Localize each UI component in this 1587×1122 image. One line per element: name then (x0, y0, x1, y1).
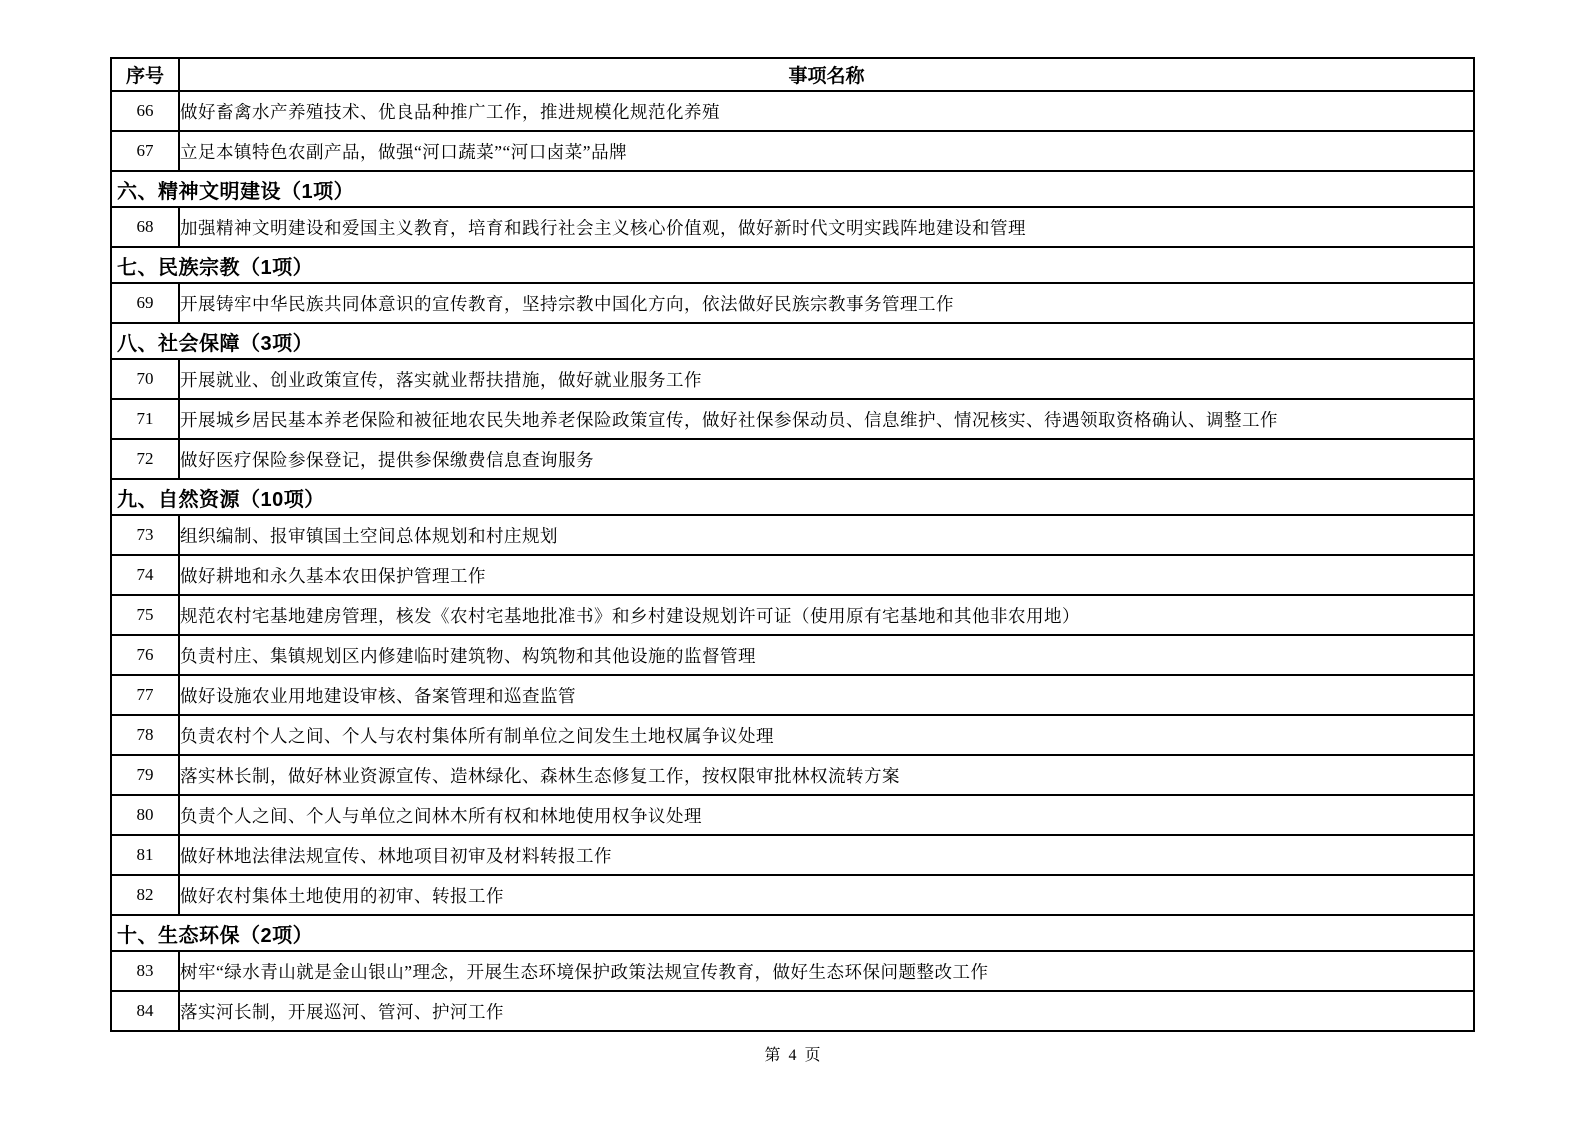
row-item-name: 负责个人之间、个人与单位之间林木所有权和林地使用权争议处理 (179, 795, 1474, 835)
row-serial-number: 84 (111, 991, 179, 1031)
row-item-name: 做好医疗保险参保登记，提供参保缴费信息查询服务 (179, 439, 1474, 479)
table-row (111, 991, 1474, 1031)
row-serial-number: 68 (111, 207, 179, 247)
row-serial-number: 70 (111, 359, 179, 399)
section-title: 七、民族宗教（1项） (111, 247, 1474, 283)
row-item-name: 负责农村个人之间、个人与农村集体所有制单位之间发生土地权属争议处理 (179, 715, 1474, 755)
table-row (111, 875, 1474, 915)
section-title: 八、社会保障（3项） (111, 323, 1474, 359)
table-row (111, 795, 1474, 835)
row-serial-number: 77 (111, 675, 179, 715)
row-item-name: 负责村庄、集镇规划区内修建临时建筑物、构筑物和其他设施的监督管理 (179, 635, 1474, 675)
section-row (111, 479, 1474, 515)
row-serial-number: 79 (111, 755, 179, 795)
row-serial-number: 74 (111, 555, 179, 595)
table-row (111, 399, 1474, 439)
section-row (111, 171, 1474, 207)
section-row (111, 323, 1474, 359)
row-item-name: 做好畜禽水产养殖技术、优良品种推广工作，推进规模化规范化养殖 (179, 91, 1474, 131)
row-serial-number: 66 (111, 91, 179, 131)
table-row (111, 439, 1474, 479)
table-row (111, 755, 1474, 795)
table-row (111, 635, 1474, 675)
section-row (111, 247, 1474, 283)
row-item-name: 开展铸牢中华民族共同体意识的宣传教育，坚持宗教中国化方向，依法做好民族宗教事务管理工作 (179, 283, 1474, 323)
row-serial-number: 75 (111, 595, 179, 635)
row-serial-number: 69 (111, 283, 179, 323)
table-row (111, 131, 1474, 171)
row-item-name: 做好耕地和永久基本农田保护管理工作 (179, 555, 1474, 595)
row-item-name: 落实河长制，开展巡河、管河、护河工作 (179, 991, 1474, 1031)
row-item-name: 立足本镇特色农副产品，做强“河口蔬菜”“河口卤菜”品牌 (179, 131, 1474, 171)
table-row (111, 207, 1474, 247)
row-serial-number: 67 (111, 131, 179, 171)
row-serial-number: 83 (111, 951, 179, 991)
table-row (111, 715, 1474, 755)
header-item-name: 事项名称 (179, 58, 1474, 91)
table-row (111, 835, 1474, 875)
page-number: 第 4 页 (764, 1047, 823, 1064)
row-serial-number: 80 (111, 795, 179, 835)
row-item-name: 加强精神文明建设和爱国主义教育，培育和践行社会主义核心价值观，做好新时代文明实践阵地建设和管理 (179, 207, 1474, 247)
row-item-name: 开展城乡居民基本养老保险和被征地农民失地养老保险政策宣传，做好社保参保动员、信息维护、情况核实、待遇领取资格确认、调整工作 (179, 399, 1474, 439)
section-title: 六、精神文明建设（1项） (111, 171, 1474, 207)
row-serial-number: 71 (111, 399, 179, 439)
row-serial-number: 76 (111, 635, 179, 675)
table-body (111, 91, 1474, 1031)
row-serial-number: 73 (111, 515, 179, 555)
table-row (111, 359, 1474, 399)
table-row (111, 595, 1474, 635)
row-item-name: 做好设施农业用地建设审核、备案管理和巡查监管 (179, 675, 1474, 715)
table-row (111, 283, 1474, 323)
table-row (111, 91, 1474, 131)
row-item-name: 开展就业、创业政策宣传，落实就业帮扶措施，做好就业服务工作 (179, 359, 1474, 399)
items-table (110, 57, 1475, 1032)
section-row (111, 915, 1474, 951)
table-row (111, 515, 1474, 555)
table-row (111, 555, 1474, 595)
section-title: 九、自然资源（10项） (111, 479, 1474, 515)
row-serial-number: 82 (111, 875, 179, 915)
row-serial-number: 78 (111, 715, 179, 755)
row-serial-number: 72 (111, 439, 179, 479)
row-item-name: 组织编制、报审镇国土空间总体规划和村庄规划 (179, 515, 1474, 555)
table-row (111, 951, 1474, 991)
row-item-name: 落实林长制，做好林业资源宣传、造林绿化、森林生态修复工作，按权限审批林权流转方案 (179, 755, 1474, 795)
header-row (111, 58, 1474, 91)
row-item-name: 树牢“绿水青山就是金山银山”理念，开展生态环境保护政策法规宣传教育，做好生态环保问题整改工作 (179, 951, 1474, 991)
row-item-name: 做好林地法律法规宣传、林地项目初审及材料转报工作 (179, 835, 1474, 875)
row-serial-number: 81 (111, 835, 179, 875)
row-item-name: 规范农村宅基地建房管理，核发《农村宅基地批准书》和乡村建设规划许可证（使用原有宅基地和其他非农用地） (179, 595, 1474, 635)
section-title: 十、生态环保（2项） (111, 915, 1474, 951)
table-row (111, 675, 1474, 715)
header-serial-number: 序号 (111, 58, 179, 91)
row-item-name: 做好农村集体土地使用的初审、转报工作 (179, 875, 1474, 915)
